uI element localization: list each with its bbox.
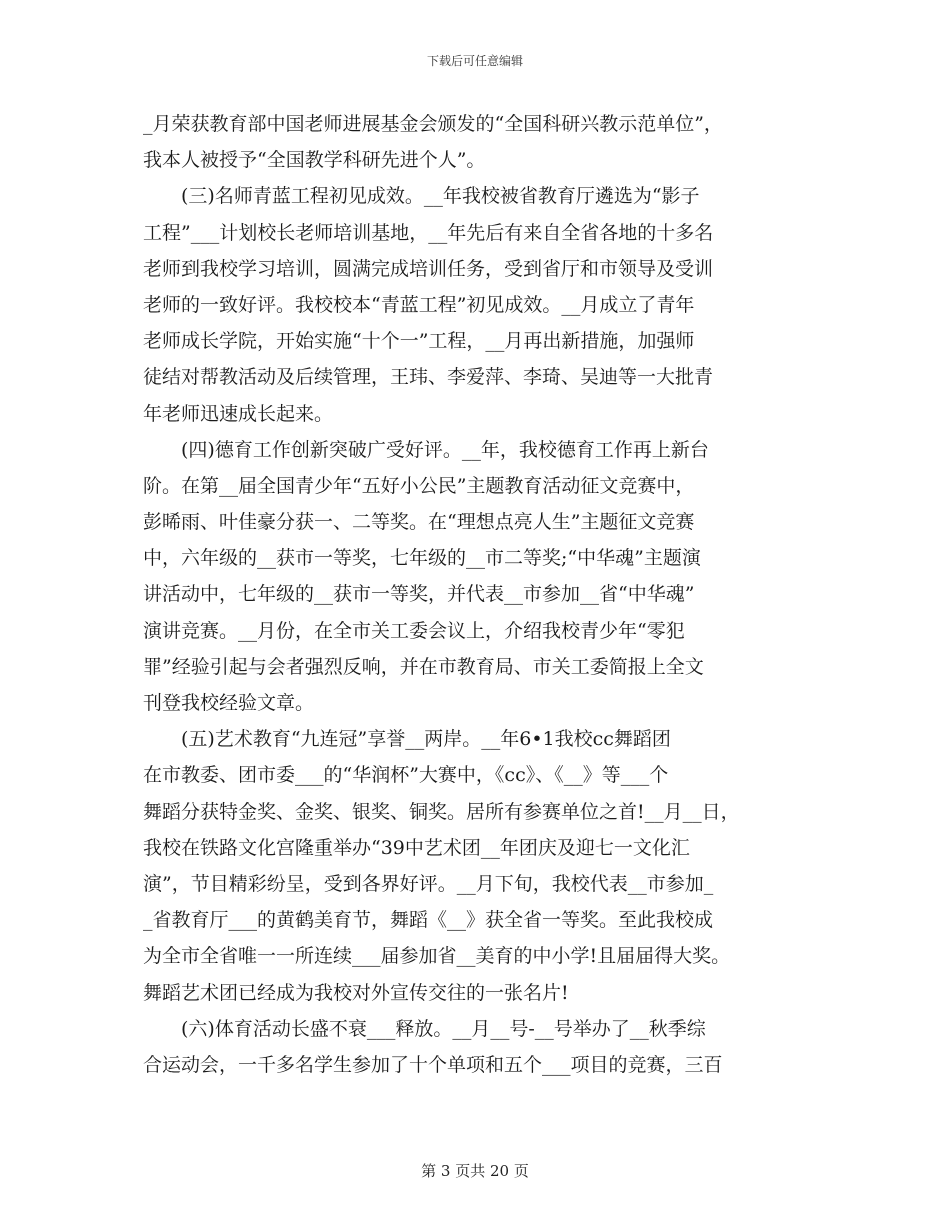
text-line: 演”，节目精彩纷呈，受到各界好评。__月下旬，我校代表__市参加_ — [143, 872, 714, 895]
text-line: 阶。在第__届全国青少年“五好小公民”主题教育活动征文竞赛中， — [143, 474, 695, 497]
text-line: 罪”经验引起与会者强烈反响，并在市教育局、市关工委简报上全文 — [143, 655, 704, 678]
section-3-heading-line: (三)名师青蓝工程初见成效。__年我校被省教育厅遴选为“影子 — [181, 185, 700, 208]
text-line: 中，六年级的__获市一等奖，七年级的__市二等奖;“中华魂”主题演 — [143, 547, 701, 570]
text-line: 刊登我校经验文章。 — [143, 692, 315, 714]
text-line: 舞蹈分获特金奖、金奖、银奖、铜奖。居所有参赛单位之首!__月__日， — [143, 800, 740, 823]
section-6-heading-line: (六)体育活动长盛不衰___释放。__月__号-__号举办了__秋季综 — [181, 1017, 706, 1040]
text-line: 我本人被授予“全国教学科研先进个人”。 — [143, 149, 486, 172]
text-line: 老师的一致好评。我校校本“青蓝工程”初见成效。__月成立了青年 — [143, 293, 695, 316]
text-line: 工程”___计划校长老师培训基地，__年先后有来自全省各地的十多名 — [143, 221, 714, 244]
text-line: 合运动会，一千多名学生参加了十个单项和五个___项目的竞赛，三百 — [143, 1053, 723, 1076]
section-5-heading-line: (五)艺术教育“九连冠”享誉__两岸。__年6•1我校cc舞蹈团 — [181, 728, 671, 751]
page-footer: 第 3 页共 20 页 — [421, 1162, 529, 1180]
text-line: _月荣获教育部中国老师进展基金会颁发的“全国科研兴教示范单位”， — [143, 113, 723, 135]
section-4-heading-line: (四)德育工作创新突破广受好评。__年，我校德育工作再上新台 — [181, 438, 709, 461]
text-line: 为全市全省唯一一所连续___届参加省__美育的中小学!且届届得大奖。 — [143, 945, 731, 968]
text-line: _省教育厅___的黄鹤美育节，舞蹈《__》获全省一等奖。至此我校成 — [143, 909, 714, 932]
text-line: 我校在铁路文化宫隆重举办“39中艺术团__年团庆及迎七一文化汇 — [143, 836, 690, 859]
text-line: 老师到我校学习培训，圆满完成培训任务，受到省厅和市领导及受训 — [143, 257, 714, 280]
text-line: 老师成长学院，开始实施“十个一”工程，__月再出新措施，加强师 — [143, 330, 695, 353]
document-body — [143, 106, 811, 1083]
text-line: 舞蹈艺术团已经成为我校对外宣传交往的一张名片! — [143, 981, 569, 1004]
text-line: 演讲竞赛。__月份，在全市关工委会议上，介绍我校青少年“零犯 — [143, 619, 685, 642]
text-line: 讲活动中，七年级的__获市一等奖，并代表__市参加__省“中华魂” — [143, 583, 695, 606]
text-line: 年老师迅速成长起来。 — [143, 402, 334, 425]
text-line: 彭晞雨、叶佳豪分获一、二等奖。在“理想点亮人生”主题征文竞赛 — [143, 511, 695, 534]
page-header: 下载后可任意编辑 — [426, 54, 523, 68]
text-line: 徒结对帮教活动及后续管理，王玮、李爱萍、李琦、吴迪等一大批青 — [143, 366, 714, 389]
text-line: 在市教委、团市委___的“华润杯”大赛中，《cc》、《__》等___个 — [143, 764, 669, 787]
